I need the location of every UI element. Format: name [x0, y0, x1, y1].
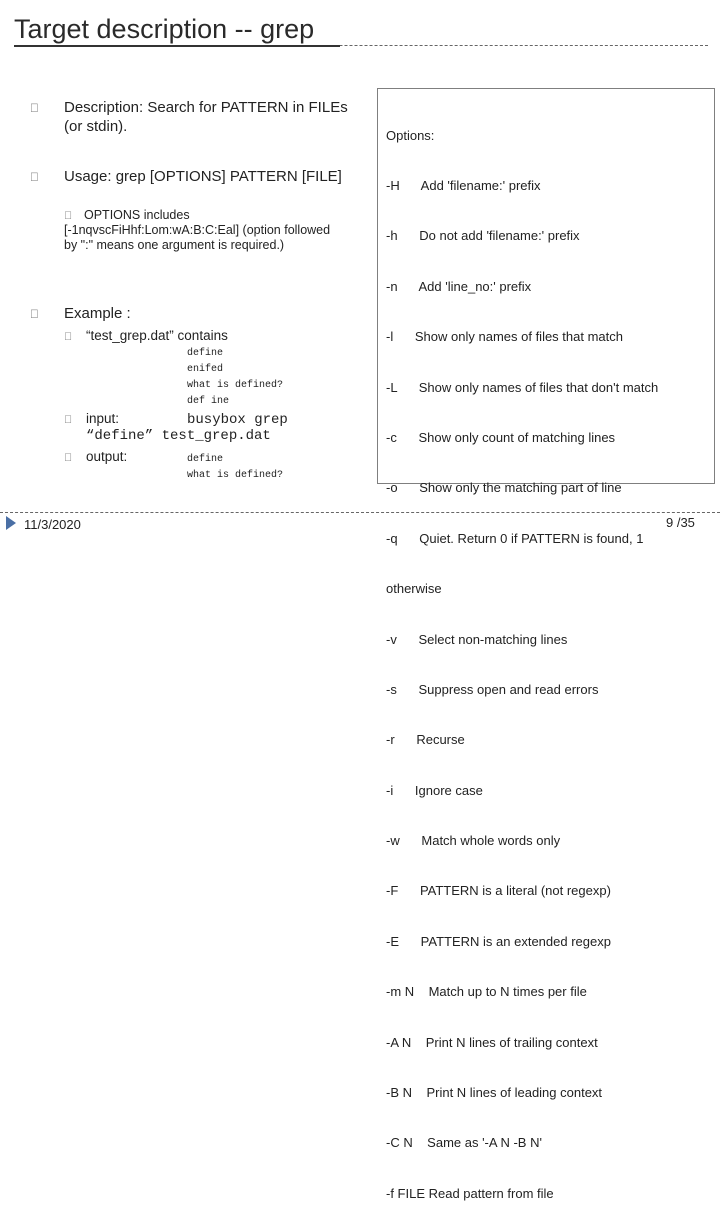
file-line: what is defined? — [187, 380, 284, 391]
square-bullet-icon — [64, 414, 72, 426]
options-line: -l Show only names of files that match — [386, 329, 623, 345]
square-bullet-icon — [30, 101, 39, 115]
options-line: -o Show only the matching part of line — [386, 480, 622, 496]
contains-text: “test_grep.dat” contains — [86, 328, 228, 343]
options-line: -w Match whole words only — [386, 833, 561, 849]
options-line: -C N Same as '-A N -B N' — [386, 1135, 542, 1151]
options-line: -r Recurse — [386, 732, 465, 748]
title-underline — [14, 45, 340, 47]
page-number: 9 /35 — [666, 515, 695, 530]
options-line: -E PATTERN is an extended regexp — [386, 933, 611, 949]
input-command-args: “define” test_grep.dat — [86, 428, 271, 444]
footer-date: 11/3/2020 — [24, 517, 81, 532]
options-line: -A N Print N lines of trailing context — [386, 1034, 598, 1050]
input-label: input: — [86, 411, 120, 426]
square-bullet-icon — [64, 452, 72, 464]
options-line: -F PATTERN is a literal (not regexp) — [386, 883, 611, 899]
description-text: Description: Search for PATTERN in FILEs (or stdin). — [64, 99, 348, 135]
arrow-icon — [6, 516, 16, 530]
options-line: Options: — [386, 127, 435, 143]
output-line: what is defined? — [187, 470, 284, 481]
usage-text: Usage: grep [OPTIONS] PATTERN [FILE] — [64, 168, 342, 185]
options-line: -B N Print N lines of leading context — [386, 1085, 603, 1101]
options-line: otherwise — [386, 581, 442, 597]
square-bullet-icon — [30, 307, 39, 321]
file-line: define — [187, 348, 224, 359]
slide-title: Target description -- grep — [14, 14, 315, 44]
square-bullet-icon — [64, 331, 72, 343]
output-label: output: — [86, 449, 128, 464]
options-line: -q Quiet. Return 0 if PATTERN is found, 1 — [386, 530, 644, 546]
options-line: -f FILE Read pattern from file — [386, 1185, 554, 1201]
options-line: -m N Match up to N times per file — [386, 984, 587, 1000]
file-line: enifed — [187, 364, 224, 375]
options-line: -h Do not add 'filename:' prefix — [386, 228, 580, 244]
file-line: def ine — [187, 396, 230, 407]
footer-divider — [0, 512, 720, 513]
square-bullet-icon — [30, 170, 39, 184]
options-line: -i Ignore case — [386, 782, 483, 798]
options-includes-text: OPTIONS includes [-1nqvscFiHhf:Lom:wA:B:C:Eal] (option followed by ":" means one argument is required.) — [64, 208, 331, 252]
example-heading: Example : — [64, 305, 131, 322]
options-line: -L Show only names of files that don't match — [386, 379, 659, 395]
options-line: -n Add 'line_no:' prefix — [386, 278, 532, 294]
options-list — [386, 94, 658, 1219]
options-line: -c Show only count of matching lines — [386, 429, 616, 445]
options-line: -v Select non-matching lines — [386, 631, 568, 647]
input-command: busybox grep — [187, 412, 288, 428]
options-line: -s Suppress open and read errors — [386, 681, 599, 697]
output-line: define — [187, 454, 224, 465]
options-line: -H Add 'filename:' prefix — [386, 177, 541, 193]
